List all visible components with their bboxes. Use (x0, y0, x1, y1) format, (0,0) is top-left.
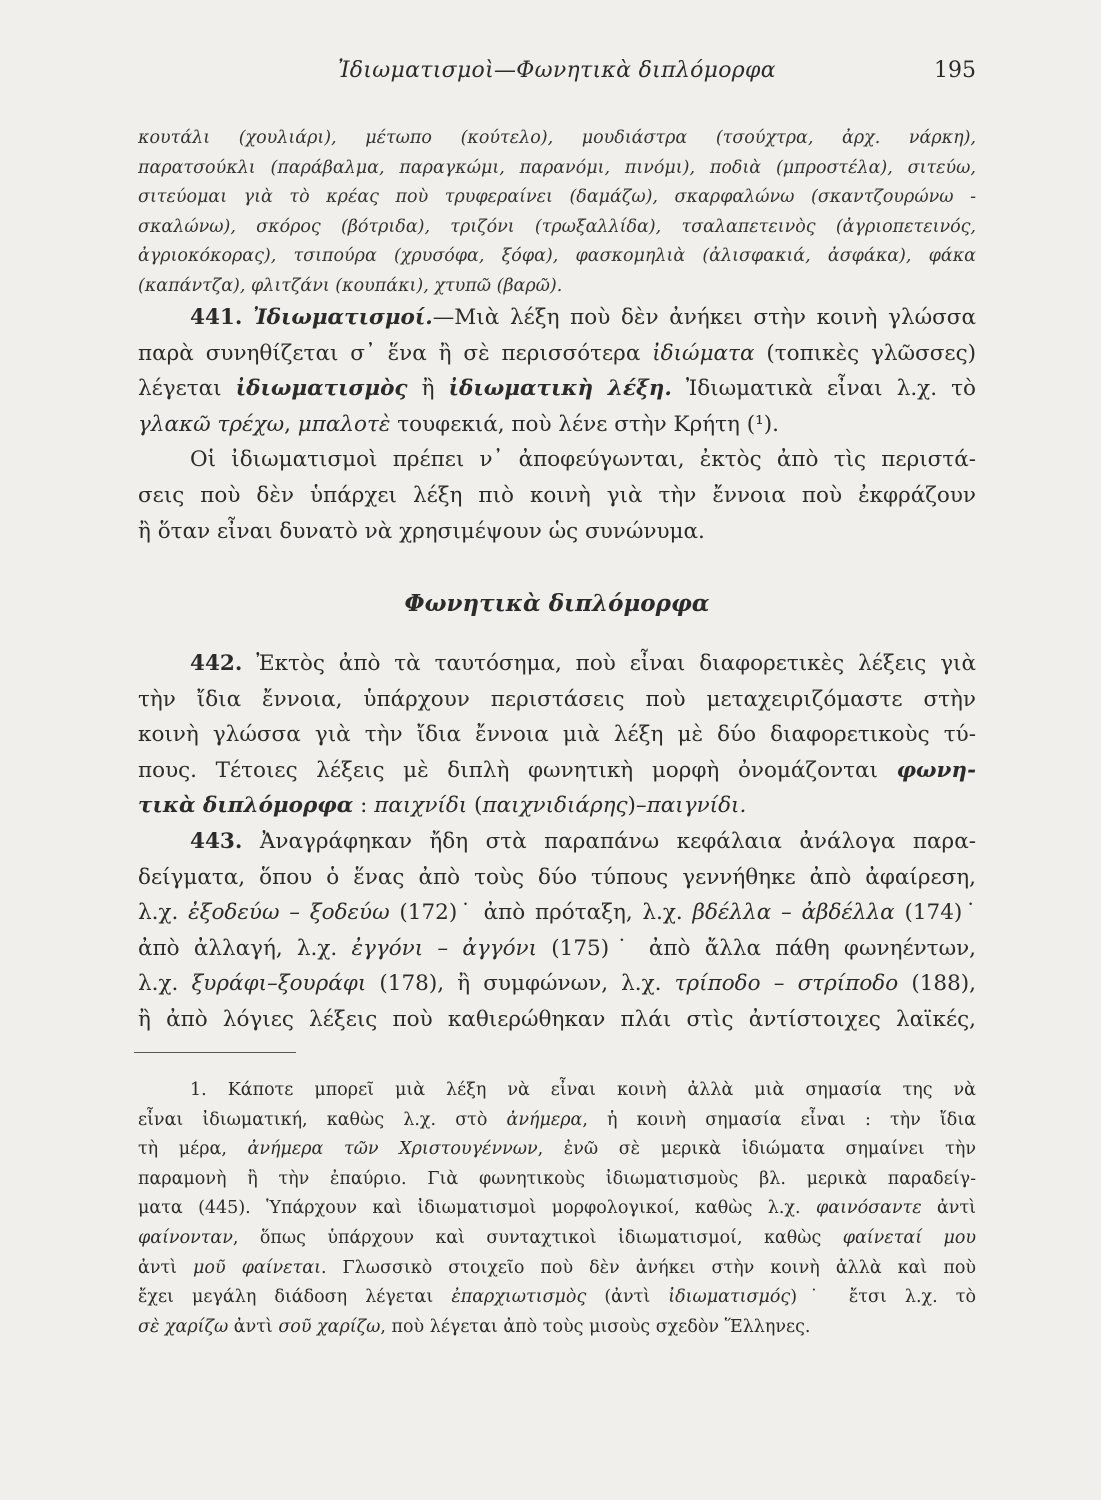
line-text: πους. Τέτοιες λέξεις μὲ διπλὴ φωνητικὴ μορφὴ ὀνομάζονται (138, 757, 897, 783)
footnote-line: 1. Κάποτε μπορεῖ μιὰ λέξη νὰ εἶναι κοινὴ ἀλλὰ μιὰ σημασία της νὰ (190, 1080, 976, 1100)
examples-list (138, 124, 976, 301)
bold-term: τικὰ διπλόμορφα (138, 793, 354, 819)
bold-term: ἰδιωματισμὸς (235, 376, 408, 402)
line-text: (ἀντὶ (586, 1287, 669, 1308)
section-heading: Φωνητικὰ διπλόμορφα (404, 590, 710, 617)
page-header (138, 58, 976, 88)
paragraph-line: Οἱ ἰδιωματισμοὶ πρέπει ν᾽ ἀποφεύγωνται, ἐκτὸς ἀπὸ τὶς περιστά- (190, 447, 976, 473)
paragraph-line: κοινὴ γλώσσα γιὰ τὴν ἴδια ἔννοια μιὰ λέξη μὲ δύο διαφορετικοὺς τύ- (138, 722, 976, 748)
paragraph-line: ἢ ὅταν εἶναι δυνατὸ νὰ χρησιμέψουν ὡς συνώνυμα. (138, 518, 705, 544)
paragraph-line (138, 753, 976, 789)
italic-term: ἐξοδεύω – ξοδεύω (188, 900, 390, 926)
section-number: 443. (190, 829, 243, 854)
section-442 (138, 646, 976, 824)
italic-term: ἀνήμερα τῶν Χριστουγέννων (247, 1139, 538, 1160)
bold-term: ἰδιωματικὴ λέξη. (448, 376, 672, 402)
footnote-line (138, 1283, 976, 1313)
section-number: 441. (190, 305, 243, 330)
line-text: ἀντὶ (921, 1198, 976, 1219)
line-text: ἔχει μεγάλη διάδοση λέγεται (138, 1287, 452, 1308)
italic-term: παιχνιδιάρης (482, 793, 628, 819)
paragraph-line: ἢ ἀπὸ λόγιες λέξεις ποὺ καθιερώθηκαν πλάι στὶς ἀντίστοιχες λαϊκές, (138, 1006, 976, 1032)
italic-term: ἰδιώματα (652, 340, 755, 366)
page-number: 195 (934, 58, 976, 83)
line-text: ἀπὸ ἀλλαγή, λ.χ. (138, 935, 352, 961)
section-443 (138, 824, 976, 1038)
italic-term: τρίποδο – στρίποδο (674, 971, 899, 997)
section-term: Ἰδιωματισμοί. (253, 305, 433, 330)
footnote-line (138, 1194, 976, 1224)
line-text: , ἡ κοινὴ σημασία εἶναι : τὴν ἴδια (582, 1109, 976, 1130)
section-441 (138, 300, 976, 549)
paragraph-line: τὴν ἴδια ἔννοια, ὑπάρχουν περιστάσεις ποὺ μεταχειριζόμαστε στὴν (138, 686, 976, 712)
italic-term: γλακῶ (138, 411, 211, 437)
paragraph-line: σεις ποὺ δὲν ὑπάρχει λέξη πιὸ κοινὴ γιὰ τὴν ἔννοια ποὺ ἐκφράζουν (138, 482, 976, 508)
paragraph-line (138, 966, 976, 1002)
italic-term: ἐγγόνι – ἀγγόνι (351, 935, 538, 961)
line-text: , ὅπως ὑπάρχουν καὶ συνταχτικοὶ ἰδιωματισμοί, καθὼς (232, 1227, 843, 1248)
bold-term: φωνη- (896, 757, 976, 783)
line-text: (175)˙ ἀπὸ ἄλλα πάθη φωνηέντων, (537, 935, 977, 961)
paragraph-line (138, 371, 976, 407)
paragraph-line (138, 895, 976, 931)
italic-term: παιχνίδι (374, 793, 468, 819)
line-text: ἀντὶ (138, 1257, 194, 1278)
line-text: λ.χ. (138, 971, 192, 997)
italic-term: βδέλλα – ἀβδέλλα (692, 900, 895, 926)
line-text: Ἐκτὸς ἀπὸ τὰ ταυτόσημα, ποὺ εἶναι διαφορετικὲς λέξεις γιὰ (242, 651, 976, 676)
italic-term: ἐπαρχιωτισμὸς (451, 1287, 587, 1308)
examples-line: κουτάλι (χουλιάρι), μέτωπο (κούτελο), μουδιάστρα (τσούχτρα, ἀρχ. νάρκη), (138, 128, 976, 148)
line-text: ἀντὶ (228, 1316, 279, 1337)
paragraph-line (138, 824, 976, 860)
italic-term: παιγνίδι. (646, 793, 747, 819)
footnote-line (138, 1313, 976, 1343)
line-text: παρὰ συνηθίζεται σ᾽ ἕνα ἢ σὲ περισσότερα (138, 340, 653, 366)
italic-term: ἀνήμερα (506, 1109, 583, 1130)
line-text: εἶναι ἰδιωματική, καθὼς λ.χ. στὸ (138, 1109, 507, 1130)
examples-line: παρατσούκλι (παράβαλμα, παραγκώμι, παρανόμι, πινόμι), ποδιὰ (μπροστέλα), σιτεύω, (138, 157, 976, 178)
line-text: )˙ ἔτσι λ.χ. τὸ (790, 1287, 977, 1308)
footnote-line (138, 1254, 976, 1284)
paragraph-line (138, 931, 976, 967)
line-text: τουφεκιά, ποὺ λένε στὴν Κρήτη (¹). (390, 411, 779, 437)
paragraph-line: δείγματα, ὅπου ὁ ἕνας ἀπὸ τοὺς δύο τύπους γεννήθηκε ἀπὸ ἀφαίρεση, (138, 864, 976, 890)
line-text: , ποὺ λέγεται ἀπὸ τοὺς μισοὺς σχεδὸν Ἕλληνες. (380, 1316, 811, 1337)
footnote (138, 1076, 976, 1342)
line-text: , (284, 411, 298, 437)
footnote-divider (134, 1052, 296, 1053)
paragraph-line (138, 646, 976, 682)
examples-line: σιτεύομαι γιὰ τὸ κρέας ποὺ τρυφεραίνει (δαμάζω), σκαρφαλώνω (σκαντζουρώνω - (138, 187, 976, 207)
examples-line: σκαλώνω), σκόρος (βότριδα), τριζόνι (τρωξαλλίδα), τσαλαπετεινὸς (ἀγριοπετεινός, (138, 216, 976, 237)
line-text: λέγεται (138, 376, 236, 402)
line-text: (178), ἢ συμφώνων, λ.χ. (366, 971, 675, 997)
italic-term: ξυράφι–ξουράφι (191, 971, 367, 997)
line-text: (172)˙ ἀπὸ πρόταξη, λ.χ. (389, 900, 693, 926)
examples-line: ἀγριοκόκορας), τσιπούρα (χρυσόφα, ξόφα), φασκομηλιὰ (ἀλισφακιά, ἀσφάκα), φάκα (138, 246, 976, 266)
line-text: λ.χ. (138, 900, 189, 926)
line-text: ματα (445). Ὑπάρχουν καὶ ἰδιωματισμοὶ μορφολογικοί, καθὼς λ.χ. (138, 1198, 816, 1219)
paragraph-line (138, 788, 976, 824)
footnote-line (138, 1135, 976, 1165)
footnote-line (138, 1106, 976, 1136)
section-number: 442. (190, 651, 243, 676)
line-text: ( (467, 793, 483, 819)
footnote-line: παραμονὴ ἢ τὴν ἐπαύριο. Γιὰ φωνητικοὺς ἰδιωματισμοὺς βλ. μερικὰ παραδείγ- (138, 1168, 976, 1189)
line-text: ἢ (407, 376, 449, 402)
italic-term: φαινόσαντε (816, 1198, 922, 1219)
line-text: , ἐνῶ σὲ μερικὰ ἰδιώματα σημαίνει τὴν (537, 1139, 976, 1160)
italic-term: μοῦ φαίνεται (193, 1257, 321, 1278)
line-text: Ἰδιωματικὰ εἶναι λ.χ. τὸ (671, 376, 976, 402)
running-title: Ἰδιωματισμοὶ—Φωνητικὰ διπλόμορφα (338, 58, 776, 83)
paragraph-line (138, 407, 976, 443)
paragraph-line (138, 336, 976, 372)
line-text: (174)˙ (894, 900, 976, 926)
italic-term: φαίνεταί μου (842, 1227, 977, 1248)
line-text: (188), (898, 971, 976, 997)
italic-term: μπαλοτὲ (297, 411, 391, 437)
line-text: (τοπικὲς γλῶσσες) (754, 340, 976, 366)
examples-line: (καπάντζα), φλιτζάνι (κουπάκι), χτυπῶ (βαρῶ). (138, 275, 563, 296)
line-text: : (353, 793, 375, 819)
line-text: Ἀναγράφηκαν ἤδη στὰ παραπάνω κεφάλαια ἀνάλογα παρα- (242, 829, 976, 854)
italic-term: ἰδιωματισμός (668, 1287, 791, 1308)
line-text: —Μιὰ λέξη ποὺ δὲν ἀνήκει στὴν κοινὴ γλώσσα (432, 305, 976, 330)
footnote-line (138, 1224, 976, 1254)
italic-term: σοῦ χαρίζω (278, 1316, 381, 1337)
italic-term: φαίνονταν (138, 1227, 233, 1248)
italic-term: σὲ χαρίζω (138, 1316, 229, 1337)
italic-term: τρέχω (217, 411, 285, 437)
paragraph-line (138, 300, 976, 336)
line-text: τὴ μέρα, (138, 1139, 248, 1160)
line-text: . Γλωσσικὸ στοιχεῖο ποὺ δὲν ἀνήκει στὴν κοινὴ ἀλλὰ καὶ ποὺ (320, 1257, 976, 1278)
line-text: )– (627, 793, 647, 819)
